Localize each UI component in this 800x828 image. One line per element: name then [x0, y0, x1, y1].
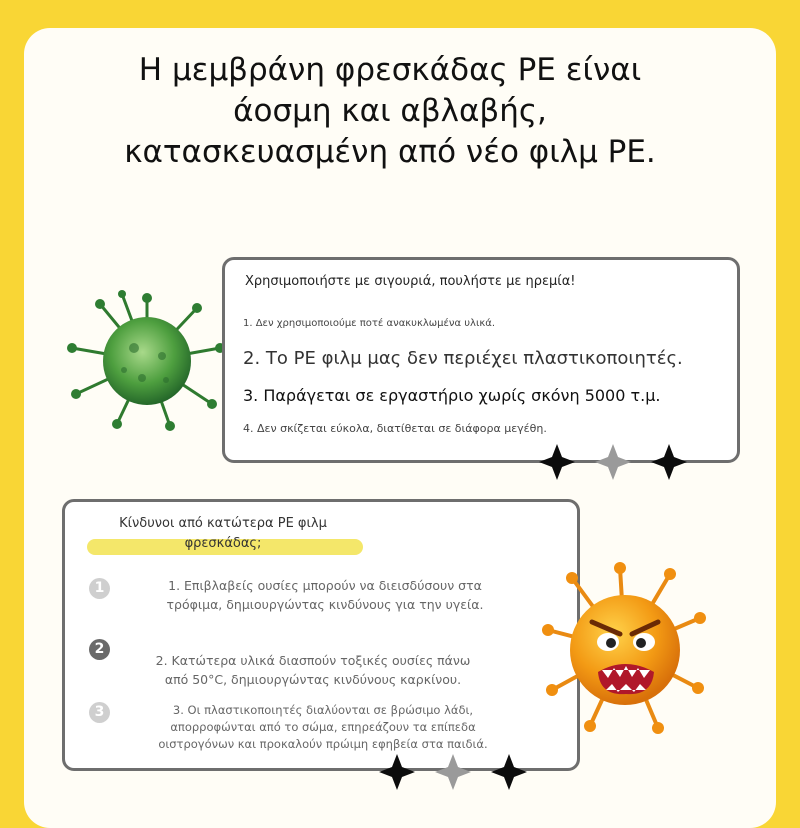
sparkle-star-icon	[491, 754, 527, 790]
benefits-card	[222, 257, 740, 463]
risk-item-line: 3. Οι πλαστικοποιητές διαλύονται σε βρώσιμο λάδι,	[172, 703, 474, 717]
benefit-item: 1. Δεν χρησιμοποιούμε ποτέ ανακυκλωμένα υλικά.	[243, 318, 496, 329]
risk-item-line: 1. Επιβλαβείς ουσίες μπορούν να διεισδύσουν στα	[168, 578, 482, 593]
risk-item-line: από 50°C, δημιουργώντας κινδύνους καρκίνου.	[164, 672, 462, 687]
headline-line-2: άοσμη και αβλαβής,	[233, 93, 547, 129]
sparkle-stars-bottom	[375, 752, 535, 792]
green-virus-icon	[62, 286, 232, 436]
headline	[110, 50, 670, 173]
sparkle-star-icon	[379, 754, 415, 790]
headline-line-1: Η μεμβράνη φρεσκάδας PE είναι	[138, 52, 642, 88]
headline-line-3: κατασκευασμένη από νέο φιλμ PE.	[124, 134, 656, 170]
benefit-item: 2. Το PE φιλμ μας δεν περιέχει πλαστικοποιητές.	[243, 348, 683, 369]
risks-heading-line-2: φρεσκάδας;	[184, 536, 262, 551]
number-badge: 3	[89, 702, 110, 723]
risk-item-line: 2. Κατώτερα υλικά διασπούν τοξικές ουσίες πάνω	[155, 653, 471, 668]
risks-heading	[89, 514, 357, 554]
risks-heading-line-1: Κίνδυνοι από κατώτερα PE φιλμ	[119, 516, 327, 531]
sparkle-star-icon	[539, 444, 575, 480]
risk-item-line: απορροφώνται από το σώμα, επηρεάζουν τα επίπεδα	[170, 720, 476, 734]
risk-item-line: τρόφιμα, δημιουργώντας κινδύνους για την υγεία.	[166, 597, 484, 612]
number-badge: 1	[89, 578, 110, 599]
benefit-item: 3. Παράγεται σε εργαστήριο χωρίς σκόνη 5000 τ.μ.	[243, 386, 661, 405]
sparkle-star-icon	[595, 444, 631, 480]
risk-item	[121, 702, 525, 753]
number-badge: 2	[89, 639, 110, 660]
risk-item-line: οιστρογόνων και προκαλούν πρώιμη εφηβεία στα παιδιά.	[158, 737, 488, 751]
sparkle-stars-top	[535, 442, 695, 482]
benefits-heading: Χρησιμοποιήστε με σιγουριά, πουλήστε με ηρεμία!	[245, 274, 576, 289]
sparkle-star-icon	[651, 444, 687, 480]
sparkle-star-icon	[435, 754, 471, 790]
risk-item	[125, 576, 525, 614]
risk-item	[111, 651, 515, 689]
benefit-item: 4. Δεν σκίζεται εύκολα, διατίθεται σε διάφορα μεγέθη.	[243, 422, 547, 435]
risks-card	[62, 499, 580, 771]
angry-germ-icon	[540, 560, 710, 735]
